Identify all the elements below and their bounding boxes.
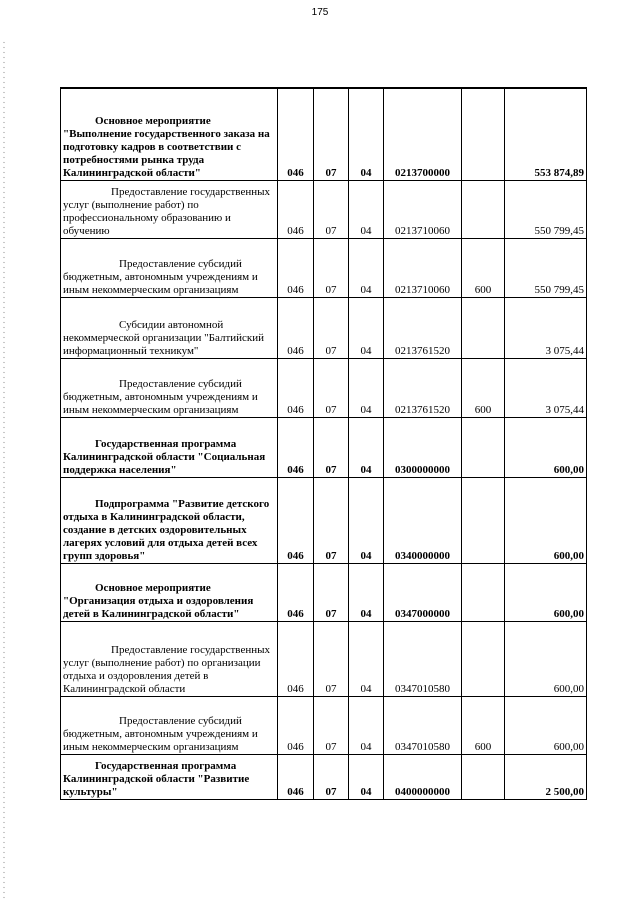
row-amount: 3 075,44 <box>505 297 587 358</box>
row-ved: 046 <box>278 238 314 297</box>
row-amount: 600,00 <box>505 477 587 563</box>
row-pr: 04 <box>349 417 384 477</box>
row-rz: 07 <box>314 297 349 358</box>
row-ved: 046 <box>278 696 314 754</box>
table-row <box>61 563 587 621</box>
row-name: Государственная программа Калининградской области "Социальная поддержка населения" <box>61 417 278 477</box>
row-ved: 046 <box>278 417 314 477</box>
row-amount: 600,00 <box>505 696 587 754</box>
row-ved: 046 <box>278 563 314 621</box>
row-rz: 07 <box>314 238 349 297</box>
row-vr <box>462 297 505 358</box>
row-vr <box>462 88 505 180</box>
row-name: Основное мероприятие "Выполнение государственного заказа на подготовку кадров в соответствии с потребностями рынка труда Калининградской области" <box>61 88 278 180</box>
row-vr <box>462 477 505 563</box>
row-ved: 046 <box>278 621 314 696</box>
table-row <box>61 238 587 297</box>
row-rz: 07 <box>314 88 349 180</box>
row-vr: 600 <box>462 358 505 417</box>
row-amount: 3 075,44 <box>505 358 587 417</box>
row-name: Предоставление государственных услуг (выполнение работ) по профессиональному образованию и обучению <box>61 180 278 238</box>
row-name: Предоставление субсидий бюджетным, автономным учреждениям и иным некоммерческим организациям <box>61 238 278 297</box>
row-name: Субсидии автономной некоммерческой организации "Балтийский информационный техникум" <box>61 297 278 358</box>
row-ved: 046 <box>278 477 314 563</box>
row-pr: 04 <box>349 696 384 754</box>
row-amount: 600,00 <box>505 563 587 621</box>
row-rz: 07 <box>314 358 349 417</box>
row-ved: 046 <box>278 754 314 799</box>
row-csr: 0347000000 <box>384 563 462 621</box>
row-csr: 0347010580 <box>384 621 462 696</box>
row-ved: 046 <box>278 358 314 417</box>
row-vr <box>462 180 505 238</box>
row-pr: 04 <box>349 477 384 563</box>
row-ved: 046 <box>278 180 314 238</box>
row-rz: 07 <box>314 621 349 696</box>
table-row <box>61 88 587 180</box>
row-ved: 046 <box>278 88 314 180</box>
row-ved: 046 <box>278 297 314 358</box>
row-csr: 0213700000 <box>384 88 462 180</box>
row-csr: 0347010580 <box>384 696 462 754</box>
row-pr: 04 <box>349 621 384 696</box>
table-row <box>61 180 587 238</box>
row-csr: 0340000000 <box>384 477 462 563</box>
row-name: Предоставление субсидий бюджетным, автономным учреждениям и иным некоммерческим организациям <box>61 696 278 754</box>
row-pr: 04 <box>349 358 384 417</box>
row-amount: 2 500,00 <box>505 754 587 799</box>
row-vr <box>462 754 505 799</box>
row-amount: 550 799,45 <box>505 238 587 297</box>
row-vr <box>462 563 505 621</box>
row-pr: 04 <box>349 88 384 180</box>
row-rz: 07 <box>314 754 349 799</box>
row-rz: 07 <box>314 477 349 563</box>
row-name: Подпрограмма "Развитие детского отдыха в Калининградской области, создание в детских оздоровительных лагерях условий для отдыха детей всех групп здоровья" <box>61 477 278 563</box>
row-vr <box>462 417 505 477</box>
row-csr: 0400000000 <box>384 754 462 799</box>
row-name: Предоставление субсидий бюджетным, автономным учреждениям и иным некоммерческим организациям <box>61 358 278 417</box>
row-amount: 550 799,45 <box>505 180 587 238</box>
table-row <box>61 417 587 477</box>
row-csr: 0300000000 <box>384 417 462 477</box>
table-row <box>61 621 587 696</box>
row-name: Государственная программа Калининградской области "Развитие культуры" <box>61 754 278 799</box>
row-csr: 0213710060 <box>384 238 462 297</box>
row-rz: 07 <box>314 180 349 238</box>
row-pr: 04 <box>349 754 384 799</box>
row-rz: 07 <box>314 417 349 477</box>
row-rz: 07 <box>314 696 349 754</box>
row-name: Предоставление государственных услуг (выполнение работ) по организации отдыха и оздоровления детей в Калининградской области <box>61 621 278 696</box>
table-row <box>61 754 587 799</box>
row-amount: 600,00 <box>505 621 587 696</box>
row-vr: 600 <box>462 238 505 297</box>
table-row <box>61 358 587 417</box>
row-pr: 04 <box>349 180 384 238</box>
row-pr: 04 <box>349 297 384 358</box>
table-row <box>61 297 587 358</box>
row-name: Основное мероприятие "Организация отдыха и оздоровления детей в Калининградской области" <box>61 563 278 621</box>
row-csr: 0213761520 <box>384 358 462 417</box>
table-row <box>61 696 587 754</box>
row-csr: 0213710060 <box>384 180 462 238</box>
budget-table <box>60 87 587 800</box>
row-pr: 04 <box>349 238 384 297</box>
row-amount: 553 874,89 <box>505 88 587 180</box>
row-pr: 04 <box>349 563 384 621</box>
row-csr: 0213761520 <box>384 297 462 358</box>
row-amount: 600,00 <box>505 417 587 477</box>
table-row <box>61 477 587 563</box>
row-vr: 600 <box>462 696 505 754</box>
binding-margin-dots <box>3 40 5 900</box>
page-number: 175 <box>311 7 329 18</box>
row-vr <box>462 621 505 696</box>
row-rz: 07 <box>314 563 349 621</box>
